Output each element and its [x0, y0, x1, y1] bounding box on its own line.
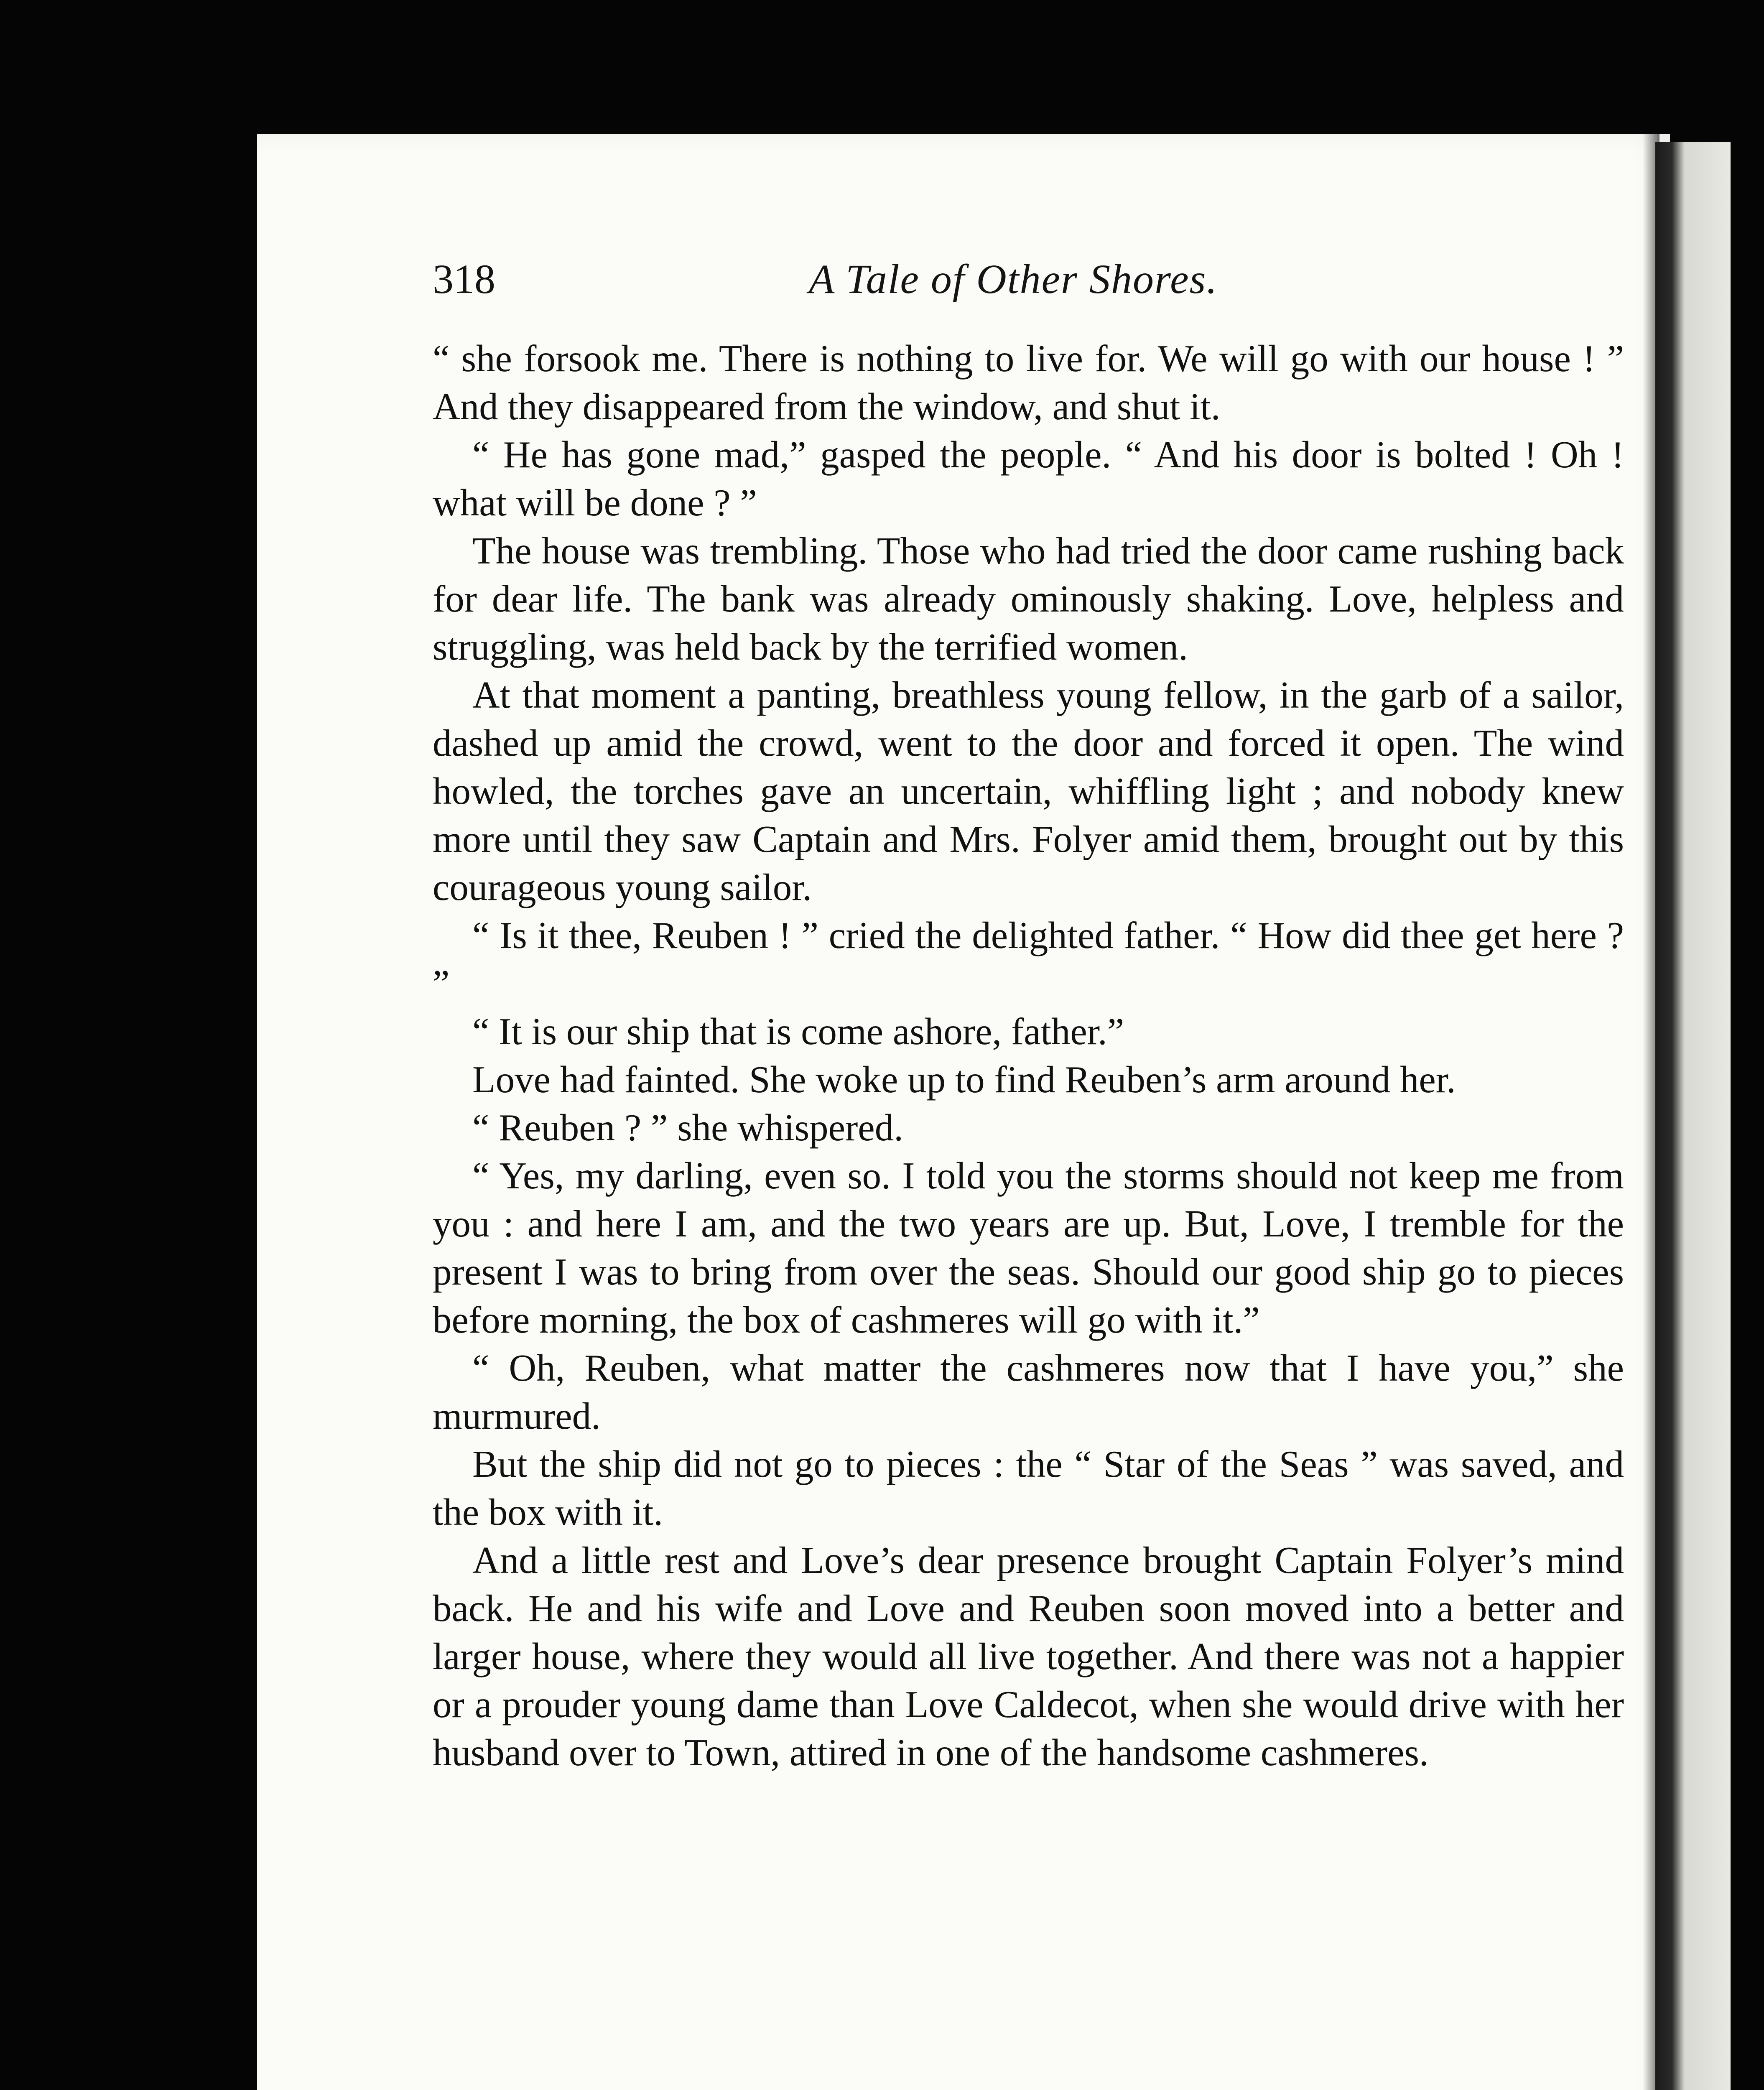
facing-page-edge — [1655, 142, 1731, 2090]
running-title: A Tale of Other Shores. — [809, 256, 1218, 302]
paragraph: “ It is our ship that is come ashore, father.” — [472, 1010, 1124, 1053]
paragraph: “ Oh, Reuben, what matter the cashmeres now that I have you,” she murmured. — [433, 1347, 1624, 1437]
body-text — [433, 334, 1624, 1776]
paragraph: Love had fainted. She woke up to find Reuben’s arm around her. — [472, 1058, 1456, 1101]
paragraph: At that moment a panting, breathless young fellow, in the garb of a sailor, dashed up amid the crowd, went to the door and forced it open. The wind howled, the torches gave an uncertain, whiffling light ; and nobody knew more until they saw Captain and Mrs. Folyer amid them, brought out by this courageous young sailor. — [433, 674, 1624, 908]
paragraph: “ He has gone mad,” gasped the people. “ And his door is bolted ! Oh ! what will be done ? ” — [433, 433, 1624, 524]
paragraph: But the ship did not go to pieces : the “ Star of the Seas ” was saved, and the box with it. — [433, 1443, 1624, 1533]
paragraph: “ Is it thee, Reuben ! ” cried the delighted father. “ How did thee get here ? ” — [433, 914, 1624, 1004]
paragraph: And a little rest and Love’s dear presence brought Captain Folyer’s mind back. He and his wife and Love and Reuben soon moved into a better and larger house, where they would all live together. And there was not a happier or a prouder young dame than Love Caldecot, when she would drive with her husband over to Town, attired in one of the handsome cashmeres. — [433, 1539, 1624, 1774]
page-number: 318 — [433, 256, 495, 302]
paragraph: “ she forsook me. There is nothing to live for. We will go with our house ! ” And they disappeared from the window, and shut it. — [433, 337, 1624, 428]
paragraph: The house was trembling. Those who had tried the door came rushing back for dear life. The bank was already ominously shaking. Love, helpless and struggling, was held back by the terrified women. — [433, 530, 1624, 668]
paragraph: “ Reuben ? ” she whispered. — [472, 1106, 903, 1149]
page-header — [433, 255, 1628, 314]
paragraph: “ Yes, my darling, even so. I told you the storms should not keep me from you : and here I am, and the two years are up. But, Love, I tremble for the present I was to bring from over the seas. Should our good ship go to pieces before morning, the box of cashmeres will go with it.” — [433, 1155, 1624, 1341]
